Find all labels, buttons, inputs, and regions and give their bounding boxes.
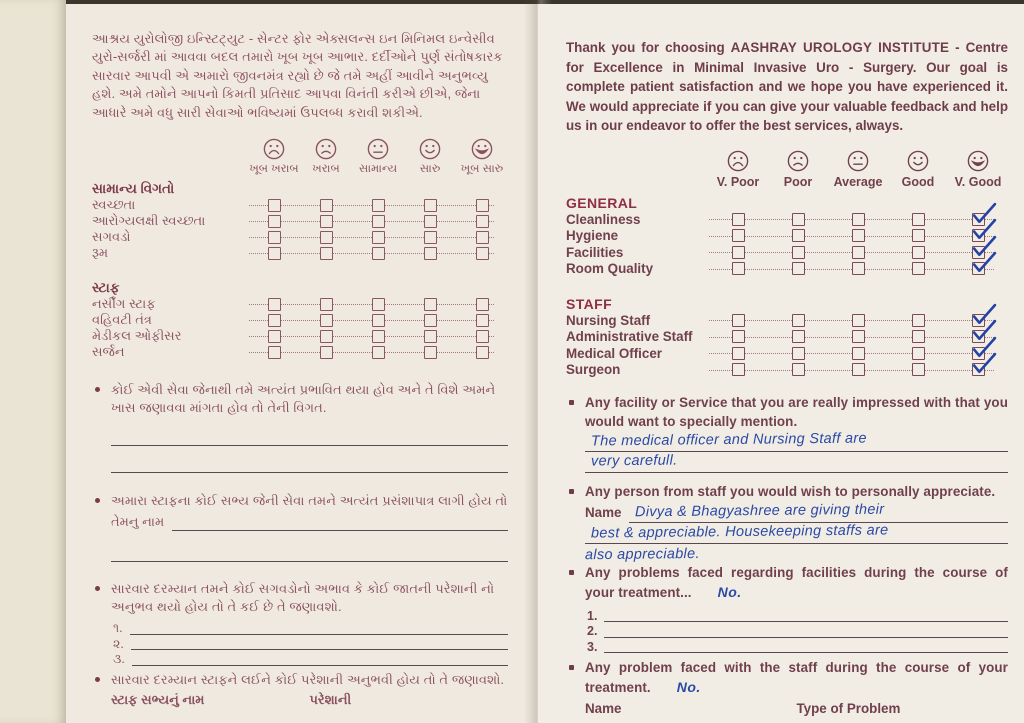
line-number: ૩. [113, 652, 125, 667]
rating-row [566, 345, 1008, 362]
answer-line [131, 637, 508, 650]
checkbox-row2-average[interactable] [372, 215, 385, 228]
staff-rating-rows [92, 296, 508, 360]
bullet-icon [569, 570, 574, 575]
checkbox-row3-very-poor[interactable] [268, 330, 281, 343]
checkbox-row1-good[interactable] [912, 213, 925, 226]
rating-row-label: સગવડો [92, 229, 248, 245]
rating-row [566, 211, 1008, 228]
general-rating-rows [566, 211, 1008, 277]
checkbox-row3-poor[interactable] [320, 330, 333, 343]
question-text: કોઈ એવી સેવા જેનાથી તમે અત્યંત પ્રભાવિત થયા હોવ અને તે વિશે અમને ખાસ જણાવવા માંગતા હોવ તો તેની વિગત. [111, 382, 496, 416]
rating-row-label: Hygiene [566, 228, 708, 243]
handwritten-answer: also appreciable. [584, 546, 700, 564]
bullet-icon [95, 498, 100, 503]
checkbox-row1-poor[interactable] [792, 213, 805, 226]
question-text: સારવાર દરમ્યાન તમને કોઈ સગવડોનો અભાવ કે કોઈ જાતની પરેશાની નો અનુભવ થયો હોય તો તે કઈ છે તે જણાવશો. [111, 580, 495, 615]
checkbox-row1-average[interactable] [372, 199, 385, 212]
checkbox-row2-poor[interactable] [320, 215, 333, 228]
checkbox-row2-very-poor[interactable] [732, 330, 745, 343]
checkbox-row4-very-good[interactable] [476, 346, 489, 359]
checkbox-row4-average[interactable] [372, 247, 385, 260]
checkbox-row1-average[interactable] [372, 298, 385, 311]
line-number: 3. [587, 639, 598, 654]
checkbox-row1-very-good[interactable] [476, 298, 489, 311]
rating-row [92, 229, 508, 245]
name-label: Name [585, 505, 622, 521]
face-poor-icon [314, 137, 338, 161]
checkmark-icon [970, 352, 997, 377]
face-good-icon [906, 149, 930, 173]
question-text: સારવાર દરમ્યાન સ્ટાફને લઈને કોઈ પરેશાની અનુભવી હોય તો તે જણાવશો. [111, 671, 505, 687]
checkbox-row2-very-good[interactable] [476, 314, 489, 327]
rating-label: Good [901, 175, 935, 190]
checkbox-row4-poor[interactable] [792, 262, 805, 275]
rating-row-label: સ્વચ્છતા [92, 197, 248, 213]
answer-line [585, 523, 1008, 544]
checkbox-row4-good[interactable] [424, 346, 437, 359]
rating-row [566, 312, 1008, 329]
rating-column-good [888, 149, 948, 189]
intro-paragraph-english [566, 38, 1008, 136]
face-good-icon [418, 137, 442, 161]
rating-label: સારુ [419, 162, 441, 175]
rating-column-average [352, 137, 404, 176]
checkbox-row1-poor[interactable] [320, 298, 333, 311]
checkbox-row1-poor[interactable] [792, 314, 805, 327]
section-title-general: GENERAL [566, 194, 638, 211]
right-page-english [538, 4, 1024, 723]
face-very-good-icon [470, 137, 494, 161]
column-header-problem: પરેશાની [309, 691, 352, 707]
handwritten-no: No. [676, 678, 701, 695]
handwritten-answer: very carefull. [590, 452, 678, 470]
rating-row-label: નર્સીંગ સ્ટાફ [92, 296, 248, 312]
question-staff-problems [566, 659, 1008, 723]
face-very-poor-icon [262, 137, 286, 161]
answer-line [111, 425, 508, 446]
checkbox-row4-average[interactable] [372, 346, 385, 359]
rating-row [92, 328, 508, 344]
checkbox-row3-average[interactable] [852, 246, 865, 259]
checkbox-row3-poor[interactable] [792, 246, 805, 259]
face-very-good-icon [966, 149, 990, 173]
answer-line [172, 510, 508, 531]
checkbox-row3-good[interactable] [912, 347, 925, 360]
bullet-icon [95, 677, 100, 682]
rating-column-poor [768, 149, 828, 189]
checkbox-row1-average[interactable] [852, 314, 865, 327]
checkbox-row4-good[interactable] [424, 247, 437, 260]
question-text: Any person from staff you would wish to personally appreciate. [585, 484, 996, 500]
checkbox-row4-good[interactable] [912, 363, 925, 376]
rating-row-label: રૂમ [92, 245, 248, 261]
staff-rating-rows [566, 312, 1008, 378]
rating-row-label: Medical Officer [566, 346, 708, 361]
answer-line [132, 653, 508, 666]
checkbox-row3-poor[interactable] [792, 347, 805, 360]
rating-column-very-poor [248, 137, 300, 176]
answer-line [604, 625, 1008, 638]
checkbox-row2-very-poor[interactable] [732, 229, 745, 242]
checkbox-row1-average[interactable] [852, 213, 865, 226]
scan-margin-strip [0, 0, 66, 723]
name-label: તેમનુ નામ [111, 513, 165, 529]
checkbox-row3-very-poor[interactable] [732, 246, 745, 259]
checkbox-row3-average[interactable] [372, 231, 385, 244]
rating-label: સામાન્ય [358, 162, 398, 175]
section-title-staff: સ્ટાફ [92, 280, 120, 296]
checkbox-row2-poor[interactable] [792, 330, 805, 343]
rating-column-very-poor [708, 149, 768, 189]
checkbox-row3-average[interactable] [372, 330, 385, 343]
checkbox-row3-good[interactable] [424, 330, 437, 343]
rating-label: ખૂબ સારુ [460, 162, 504, 175]
checkbox-row1-very-poor[interactable] [732, 314, 745, 327]
face-very-poor-icon [726, 149, 750, 173]
rating-row [92, 213, 508, 229]
question-text: Any problem faced with the staff during the course of your treatment. No. [585, 660, 1008, 695]
checkbox-row4-good[interactable] [912, 262, 925, 275]
rating-row [566, 361, 1008, 378]
checkbox-row3-very-good[interactable] [476, 231, 489, 244]
rating-row-label: Surgeon [566, 362, 708, 377]
rating-label: V. Poor [716, 175, 760, 190]
rating-row-label: Administrative Staff [566, 329, 708, 344]
general-rating-rows [92, 197, 508, 261]
rating-row-label: આરોગ્યલક્ષી સ્વચ્છતા [92, 213, 248, 229]
bullet-icon [95, 387, 100, 392]
column-header-name: Name [585, 700, 622, 716]
line-number: ૨. [113, 636, 124, 651]
rating-row [92, 197, 508, 213]
rating-row [92, 312, 508, 328]
face-average-icon [366, 137, 390, 161]
rating-column-average [828, 149, 888, 189]
rating-column-good [404, 137, 456, 176]
checkbox-row4-very-poor[interactable] [732, 363, 745, 376]
rating-row-label: Nursing Staff [566, 313, 708, 328]
checkbox-row4-very-poor[interactable] [732, 262, 745, 275]
rating-scale-header [566, 145, 1008, 189]
rating-label: V. Good [954, 175, 1002, 190]
question-facility-problems [566, 564, 1008, 653]
rating-column-very-good [456, 137, 508, 176]
checkmark-icon [970, 251, 997, 276]
rating-row [566, 227, 1008, 244]
checkbox-row2-poor[interactable] [792, 229, 805, 242]
checkbox-row2-very-poor[interactable] [268, 314, 281, 327]
rating-row [92, 245, 508, 261]
bullet-icon [569, 665, 574, 670]
column-header-staff-name: સ્ટાફ સભ્યનું નામ [111, 691, 205, 707]
checkbox-row4-average[interactable] [852, 262, 865, 275]
line-number: ૧. [113, 621, 123, 636]
rating-column-very-good [948, 149, 1008, 189]
checkbox-row4-poor[interactable] [320, 346, 333, 359]
checkbox-row3-very-poor[interactable] [732, 347, 745, 360]
checkbox-row2-good[interactable] [912, 330, 925, 343]
checkbox-row3-poor[interactable] [320, 231, 333, 244]
checkbox-row3-very-poor[interactable] [268, 231, 281, 244]
checkbox-row2-average[interactable] [852, 229, 865, 242]
checkbox-row3-good[interactable] [912, 246, 925, 259]
section-title-general: સામાન્ય વિગતો [92, 181, 175, 197]
question-staff-problems [92, 671, 508, 723]
answer-line [629, 502, 1008, 523]
rating-row [566, 244, 1008, 261]
checkbox-row3-very-good[interactable] [476, 330, 489, 343]
checkbox-row4-very-good[interactable] [972, 262, 985, 275]
bullet-icon [569, 400, 574, 405]
column-header-type-of-problem: Type of Problem [796, 700, 901, 716]
handwritten-no: No. [717, 583, 742, 600]
answer-line [585, 452, 1008, 473]
question-impressed-service [92, 381, 508, 472]
question-appreciate-person [92, 492, 508, 562]
rating-row [92, 296, 508, 312]
answer-line [111, 541, 508, 562]
handwritten-answer: best & appreciable. Housekeeping staffs are [590, 522, 889, 542]
checkbox-row1-good[interactable] [424, 199, 437, 212]
intro-text: Thank you for choosing [566, 40, 731, 55]
line-number: 1. [587, 608, 598, 623]
rating-row-label: સર્જન [92, 344, 248, 360]
intro-paragraph-gujarati: આશ્રય યુરોલોજી ઇન્સ્ટિટ્યુટ - સેન્ટર ફોર એક્સલન્સ ઇન મિનિમલ ઇન્વેસીવ યુરો-સર્જરી માં આવવા બદલ તમારો ખૂબ ખૂબ આભાર. દર્દીઓને પુર્ણ સંતોષકારક સારવાર આપવી એ અમારો જીવનમંત્ર રહ્યો છે જે તમે અહીં આવીને અનુભવ્યુ હશે. અમે તમોને આપનો કિમતી પ્રતિસાદ આપવા વિનંતી કરીએ છીએ, જેના આધારે અમે વધુ સારી સેવાઓ ભવિષ્યમાં ઉપલબ્ધ કરાવી શકીએ. [92, 31, 503, 120]
checkbox-row1-good[interactable] [912, 314, 925, 327]
checkbox-row3-average[interactable] [852, 347, 865, 360]
checkbox-row4-average[interactable] [852, 363, 865, 376]
question-facility-problems [92, 580, 508, 666]
checkbox-row2-good[interactable] [424, 314, 437, 327]
face-poor-icon [786, 149, 810, 173]
question-text: Any problems faced regarding facilities during the course of your treatment... No. [585, 565, 1008, 600]
bullet-icon [569, 489, 574, 494]
rating-row-label: Facilities [566, 245, 708, 260]
handwritten-answer: Divya & Bhagyashree are giving their [635, 501, 885, 521]
bullet-icon [95, 586, 100, 591]
checkbox-row1-good[interactable] [424, 298, 437, 311]
checkbox-row1-very-poor[interactable] [732, 213, 745, 226]
question-text: અમારા સ્ટાફના કોઈ સભ્ય જેની સેવા તમને અત્યંત પ્રસંશાપાત્ર લાગી હોય તો [111, 492, 508, 508]
checkbox-row3-good[interactable] [424, 231, 437, 244]
checkbox-row2-poor[interactable] [320, 314, 333, 327]
checkbox-row4-very-poor[interactable] [268, 346, 281, 359]
checkbox-row1-very-good[interactable] [476, 199, 489, 212]
checkbox-row4-very-good[interactable] [476, 247, 489, 260]
handwritten-answer: The medical officer and Nursing Staff are [590, 430, 867, 450]
checkbox-row1-poor[interactable] [320, 199, 333, 212]
question-text: Any facility or Service that you are really impressed with that you would want to specially mention. [585, 394, 1008, 429]
line-number: 2. [587, 624, 598, 639]
rating-row-label: વહિવટી તંત્ર [92, 312, 248, 328]
rating-label: Poor [783, 175, 813, 190]
rating-row-label: Room Quality [566, 261, 708, 276]
rating-row [566, 328, 1008, 345]
answer-line [604, 609, 1008, 622]
rating-scale-header [92, 131, 508, 175]
question-appreciate-person [566, 483, 1008, 562]
rating-row-label: Cleanliness [566, 212, 708, 227]
rating-column-poor [300, 137, 352, 176]
rating-row [566, 260, 1008, 277]
checkbox-row2-good[interactable] [912, 229, 925, 242]
checkbox-row2-very-good[interactable] [476, 215, 489, 228]
rating-row [92, 344, 508, 360]
left-page-gujarati [66, 4, 528, 723]
intro-text: - Centre for Excellence in Minimal Invasive Uro - Surgery. Our goal is complete patient satisfaction and we hope you have experienced it. We would appreciate if you can give your valuable feedback and help us in our endeavor to offer the best services, always. [566, 40, 1008, 134]
answer-line [585, 431, 1008, 452]
answer-line [130, 622, 508, 635]
rating-row-label: મેડીકલ ઓફીસર [92, 328, 248, 344]
institute-name: AASHRAY UROLOGY INSTITUTE [730, 40, 950, 55]
question-impressed-service [566, 394, 1008, 474]
checkbox-row4-very-good[interactable] [972, 363, 985, 376]
checkbox-row2-very-poor[interactable] [268, 215, 281, 228]
checkbox-row2-average[interactable] [852, 330, 865, 343]
checkbox-row2-good[interactable] [424, 215, 437, 228]
checkbox-row2-average[interactable] [372, 314, 385, 327]
rating-label: ખૂબ ખરાબ [249, 162, 299, 175]
checkbox-row4-poor[interactable] [792, 363, 805, 376]
section-title-staff: STAFF [566, 295, 613, 312]
checkbox-row1-very-poor[interactable] [268, 298, 281, 311]
rating-label: ખરાબ [312, 162, 340, 175]
answer-line [604, 640, 1008, 653]
checkbox-row1-very-poor[interactable] [268, 199, 281, 212]
checkbox-row4-very-poor[interactable] [268, 247, 281, 260]
checkbox-row4-poor[interactable] [320, 247, 333, 260]
rating-label: Average [833, 175, 883, 190]
face-average-icon [846, 149, 870, 173]
answer-line [111, 452, 508, 473]
